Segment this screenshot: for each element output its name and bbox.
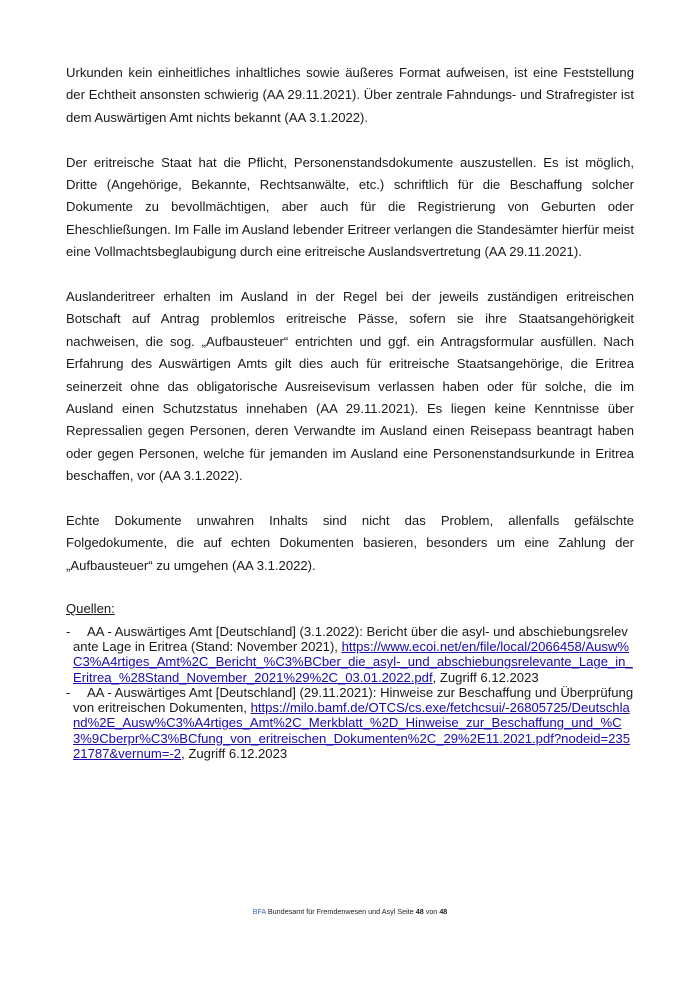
footer-page-current: 48: [415, 907, 424, 916]
source-access-date: , Zugriff 6.12.2023: [181, 746, 288, 762]
source-citation: AA - Auswärtiges Amt [Deutschland] (3.1.2022): Bericht über die asyl- und abschiebungsrelevante Lage in Eritrea (Stand: November 2021),: [73, 623, 628, 654]
document-body: [66, 62, 634, 761]
source-link[interactable]: https://milo.bamf.de/OTCS/cs.exe/fetchcsui/-26805725/Deutschland%2E_Ausw%C3%A4rtiges_Amt%2C_Merkblatt_%2D_Hinweise_zur_Beschaffung_und_%C3%9Cberpr%C3%BCfung_von_eritreischen_Dokumenten%2C_29%2E11.2021.pdf?nodeid=23521787&vernum=-2: [73, 700, 630, 762]
source-access-date: , Zugriff 6.12.2023: [432, 669, 539, 685]
footer-page-total: 48: [439, 907, 448, 916]
paragraph: Echte Dokumente unwahren Inhalts sind nicht das Problem, allenfalls gefälschte Folgedokumente, die auf echten Dokumenten basieren, besonders um eine Zahlung der „Aufbausteuer“ zu umgehen (AA 3.1.2022).: [66, 513, 634, 573]
footer-org-name: Bundesamt für Fremdenwesen und Asyl: [267, 907, 396, 916]
bfa-logo: BFA: [252, 907, 266, 916]
source-citation: AA - Auswärtiges Amt [Deutschland] (29.11.2021): Hinweise zur Beschaffung und Überprüfung von eritreischen Dokumenten,: [73, 684, 634, 716]
paragraph: Urkunden kein einheitliches inhaltliches sowie äußeres Format aufweisen, ist eine Feststellung der Echtheit ansonsten schwierig (AA 29.11.2021). Über zentrale Fahndungs- und Strafregister ist dem Auswärtigen Amt nichts bekannt (AA 3.1.2022).: [66, 65, 634, 125]
list-bullet: -: [66, 623, 71, 639]
source-item: [66, 685, 634, 761]
sources-heading: Quellen:: [66, 600, 115, 616]
source-item: [66, 624, 634, 685]
source-link[interactable]: https://www.ecoi.net/en/file/local/2066458/Ausw%C3%A4rtiges_Amt%2C_Bericht_%C3%BCber_die_asyl-_und_abschiebungsrelevante_Lage_in_Eritrea_%28Stand_November_2021%29%2C_03.01.2022.pdf: [73, 638, 633, 685]
footer-of-label: von: [425, 907, 438, 916]
page-footer: [0, 907, 700, 916]
footer-page-label: Seite: [397, 907, 414, 916]
paragraph: Der eritreische Staat hat die Pflicht, Personenstandsdokumente auszustellen. Es ist möglich, Dritte (Angehörige, Bekannte, Rechtsanwälte, etc.) schriftlich für die Beschaffung solcher Dokumente zu bevollmächtigen, aber auch für die Registrierung von Geburten oder Eheschließungen. Im Falle im Ausland lebender Eritreer verlangen die Standesämter hierfür meist eine Vollmachtsbeglaubigung durch eine eritreische Auslandsvertretung (AA 29.11.2021).: [66, 154, 634, 260]
list-bullet: -: [66, 684, 71, 700]
paragraph: Auslanderitreer erhalten im Ausland in der Regel bei der jeweils zuständigen eritreischen Botschaft auf Antrag problemlos eritreische Pässe, sofern sie ihre Staatsangehörigkeit nachweisen, die sog. „Aufbausteuer“ entrichten und ggf. ein Antragsformular ausfüllen. Nach Erfahrung des Auswärtigen Amts gilt dies auch für eritreische Staatsangehörige, die Eritrea seinerzeit ohne das obligatorische Ausreisevisum verlassen haben oder für solche, die im Ausland einen Schutzstatus innehaben (AA 29.11.2021). Es liegen keine Kenntnisse über Repressalien gegen Personen, deren Verwandte im Ausland einen Reisepass beantragt haben oder gegen Personen, welche für jemanden im Ausland eine Personenstandsurkunde in Eritrea beschaffen, vor (AA 3.1.2022).: [66, 289, 634, 484]
sources-list: [66, 624, 634, 762]
